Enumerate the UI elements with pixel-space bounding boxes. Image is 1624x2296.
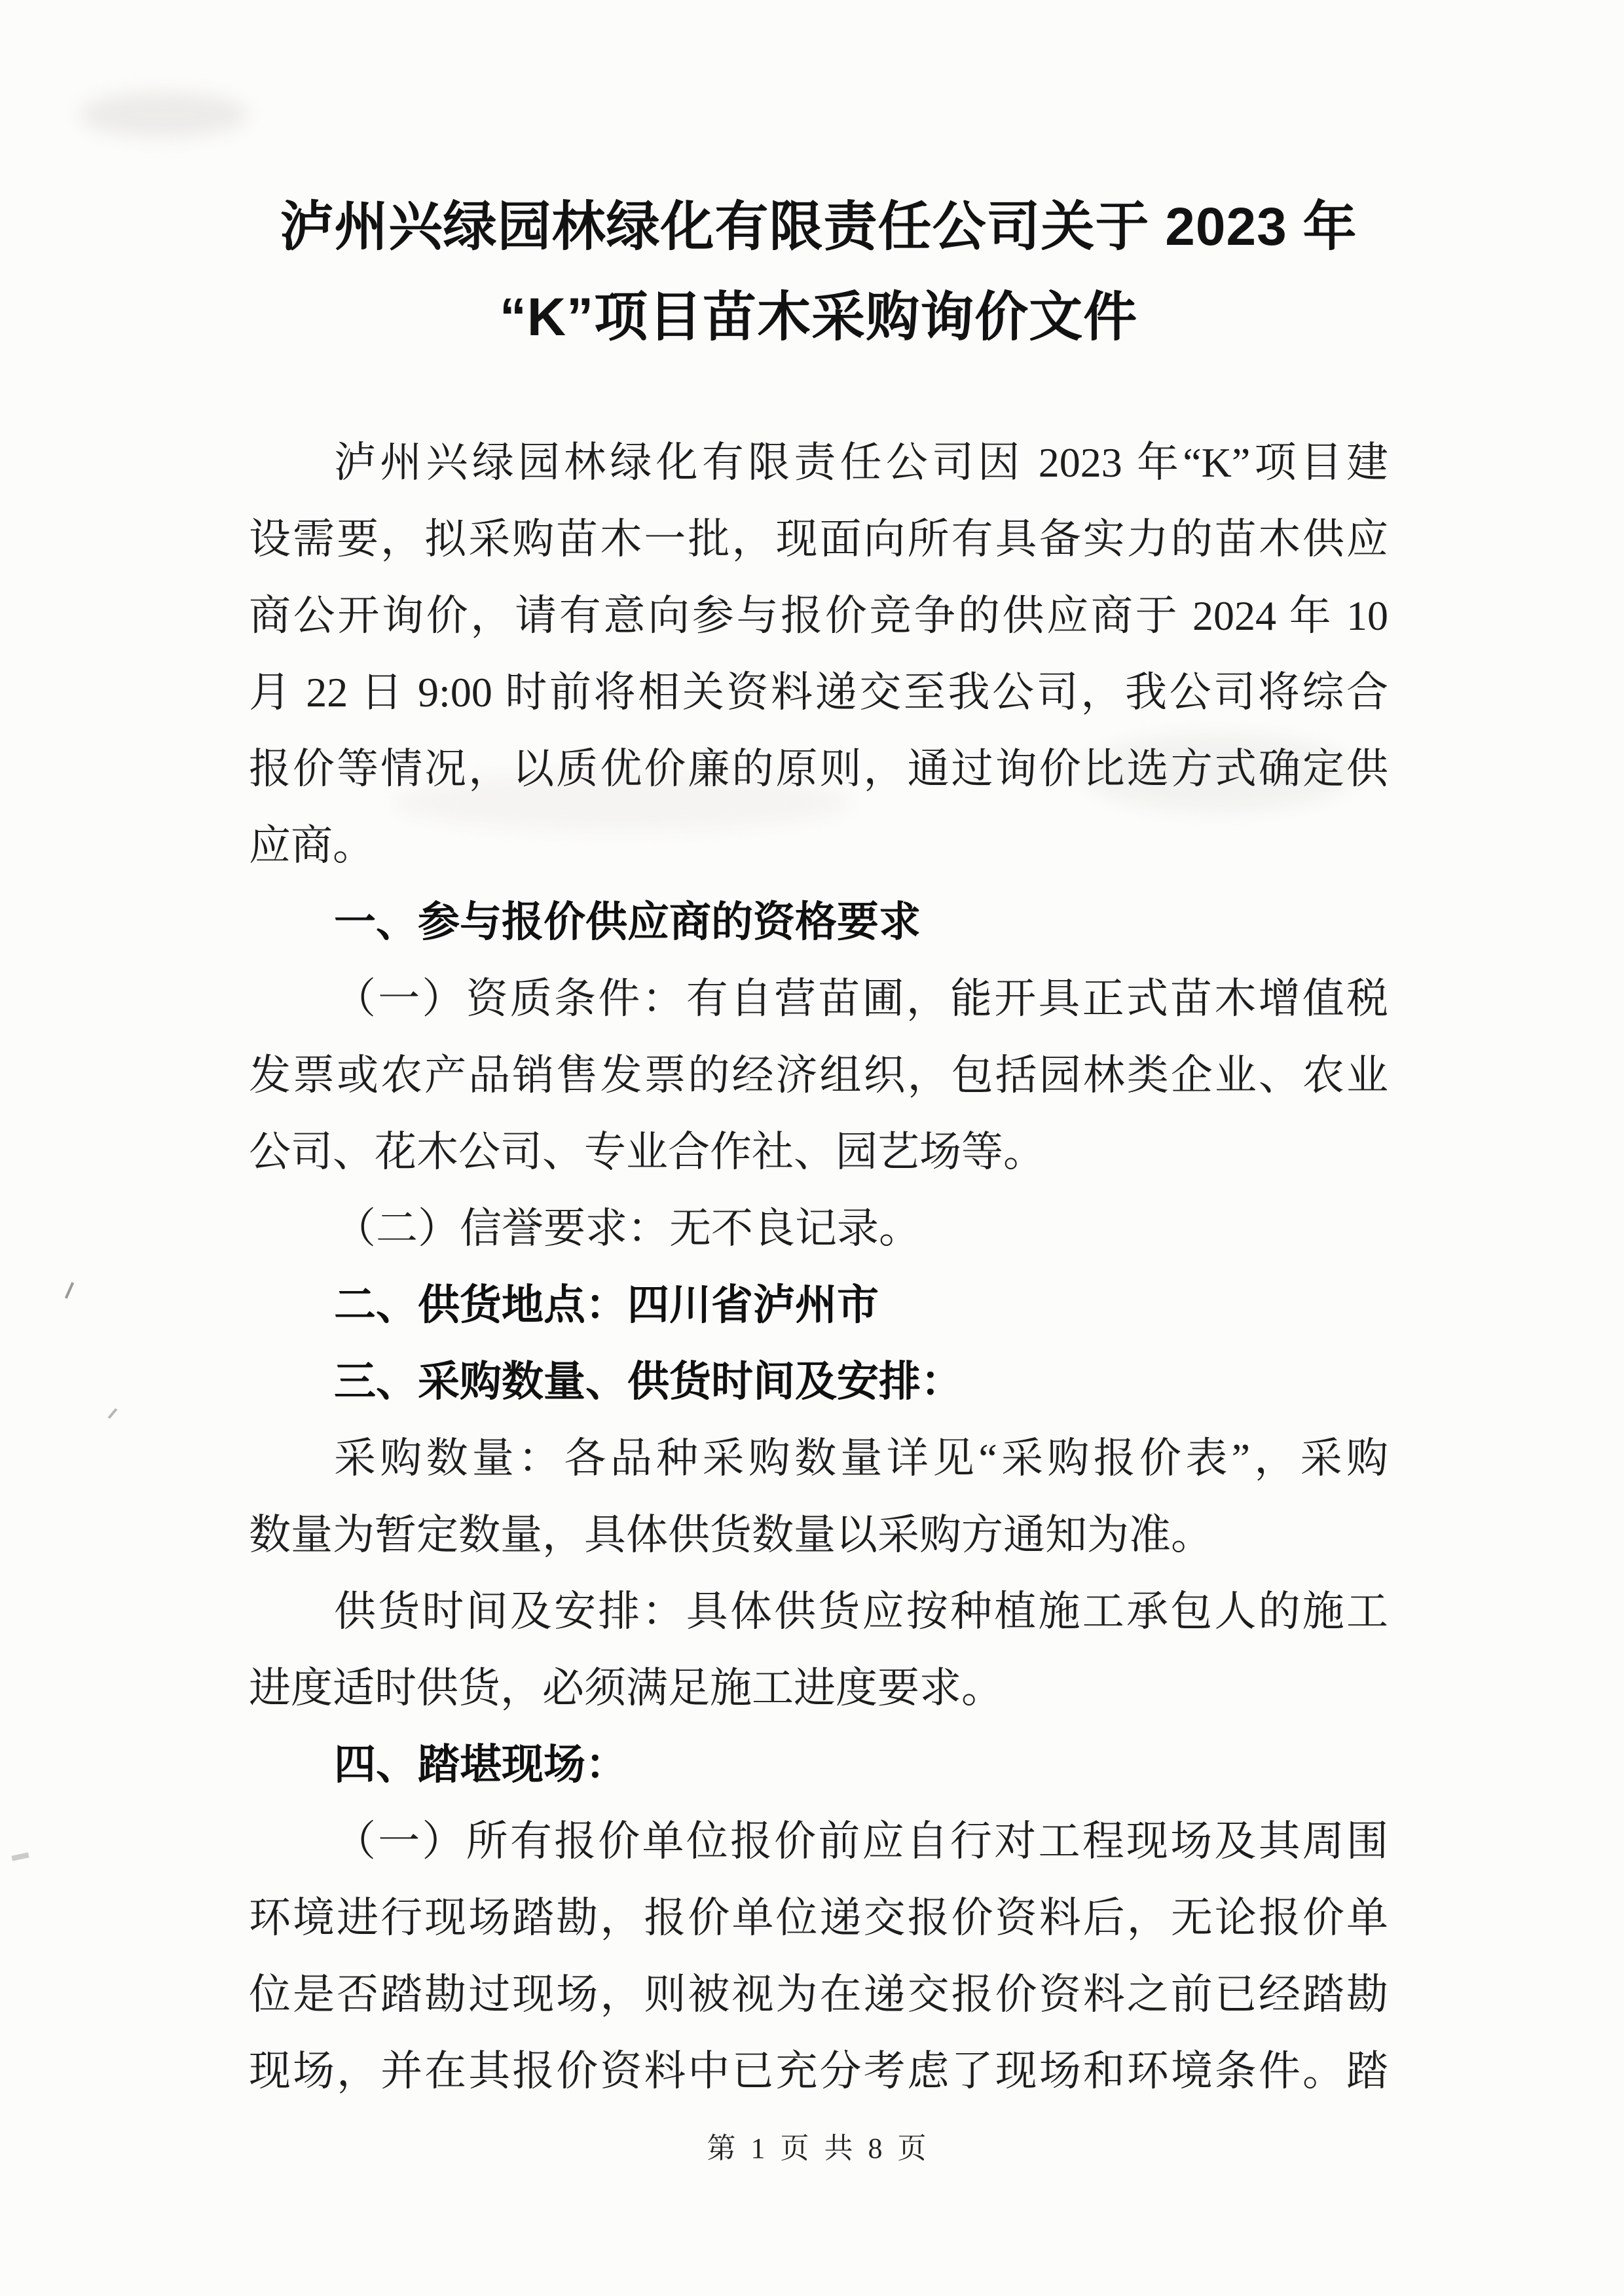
text-line: 商公开询价，请有意向参与报价竞争的供应商于 2024 年 10 bbox=[249, 592, 1388, 639]
document-title bbox=[249, 182, 1388, 363]
text-line: 一、参与报价供应商的资格要求 bbox=[334, 898, 921, 945]
text-line: 四、踏堪现场： bbox=[334, 1741, 627, 1788]
text-line: （一）资质条件：有自营苗圃，能开具正式苗木增值税 bbox=[334, 975, 1388, 1022]
text-line: 设需要，拟采购苗木一批，现面向所有具备实力的苗木供应 bbox=[249, 516, 1388, 562]
text-line: 应商。 bbox=[249, 822, 375, 869]
text-line: 泸州兴绿园林绿化有限责任公司因 2023 年“K”项目建 bbox=[334, 439, 1388, 486]
text-line: 进度适时供货，必须满足施工进度要求。 bbox=[249, 1665, 1003, 1711]
document-title-line-1: 泸州兴绿园林绿化有限责任公司关于 2023 年 bbox=[280, 197, 1357, 257]
text-line: 报价等情况，以质优价廉的原则，通过询价比选方式确定供 bbox=[249, 746, 1388, 792]
text-line: 供货时间及安排：具体供货应按种植施工承包人的施工 bbox=[334, 1588, 1388, 1635]
text-line: 采购数量：各品种采购数量详见“采购报价表”，采购 bbox=[334, 1435, 1388, 1482]
text-line: 三、采购数量、供货时间及安排： bbox=[334, 1358, 963, 1405]
text-line: （二）信誉要求：无不良记录。 bbox=[334, 1205, 921, 1252]
document-title-line-2: “K”项目苗木采购询价文件 bbox=[499, 287, 1138, 347]
text-line: 数量为暂定数量，具体供货数量以采购方通知为准。 bbox=[249, 1512, 1213, 1558]
page-number-text: 第 1 页 共 8 页 bbox=[707, 2132, 931, 2164]
page-footer bbox=[249, 2129, 1388, 2168]
text-line: 位是否踏勘过现场，则被视为在递交报价资料之前已经踏勘 bbox=[249, 1971, 1388, 2018]
text-line: 现场，并在其报价资料中已充分考虑了现场和环境条件。踏 bbox=[249, 2048, 1388, 2094]
text-line: 环境进行现场踏勘，报价单位递交报价资料后，无论报价单 bbox=[249, 1895, 1388, 1941]
scan-smudge bbox=[79, 92, 249, 137]
text-line: 公司、花木公司、专业合作社、园艺场等。 bbox=[249, 1129, 1045, 1175]
text-line: （一）所有报价单位报价前应自行对工程现场及其周围 bbox=[334, 1818, 1388, 1865]
scan-artifact bbox=[11, 1852, 29, 1861]
scan-artifact bbox=[108, 1408, 118, 1419]
scan-artifact bbox=[65, 1282, 74, 1298]
text-line: 月 22 日 9:00 时前将相关资料递交至我公司，我公司将综合 bbox=[249, 669, 1388, 716]
text-line: 二、供货地点：四川省泸州市 bbox=[334, 1281, 879, 1328]
document-body bbox=[249, 424, 1388, 2109]
text-line: 发票或农产品销售发票的经济组织，包括园林类企业、农业 bbox=[249, 1052, 1388, 1099]
